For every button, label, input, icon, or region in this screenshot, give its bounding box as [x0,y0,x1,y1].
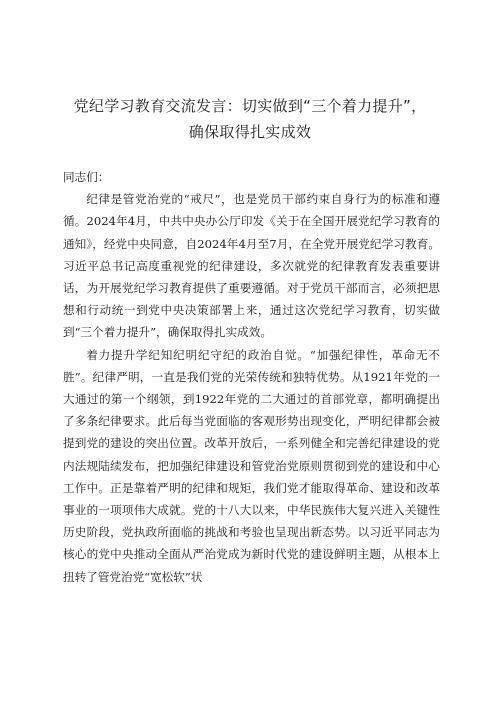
salutation: 同志们： [63,170,110,184]
document-body [63,166,440,588]
title-line-2: 确保取得扎实成效 [188,123,312,141]
document-title [40,93,460,145]
title-line-1: 党纪学习教育交流发言：切实做到“三个着力提升”， [73,97,427,115]
paragraph-political-awareness: 着力提升学纪知纪明纪守纪的政治自觉。“加强纪律性，革命无不胜”。纪律严明，一直是我们党的光荣传统和独特优势。从1921年党的一大通过的第一个纲领，到1922年党的二大通过的首部党章，都明确提出了多条纪律要求。此后每当党面临的客观形势出现变化，严明纪律都会被提到党的建设的突出位置。改革开放后，一系列健全和完善纪律建设的党内法规陆续发布，把加强纪律建设和管党治党原则贯彻到党的建设和中心工作中。正是靠着严明的纪律和规矩，我们党才能取得革命、建设和改革事业的一项项伟大成就。党的十八大以来，中华民族伟大复兴进入关键性历史阶段，党执政所面临的挑战和考验也呈现出新态势。以习近平同志为核心的党中央推动全面从严治党成为新时代党的建设鲜明主题，从根本上扭转了管党治党“宽松软”状 [63,347,440,584]
paragraph-intro: 纪律是管党治党的“戒尺”，也是党员干部约束自身行为的标准和遵循。2024年4月，中共中央办公厅印发《关于在全国开展党纪学习教育的通知》，经党中央同意，自2024年4月至7月，在全党开展党纪学习教育。习近平总书记高度重视党的纪律建设，多次就党的纪律教育发表重要讲话，为开展党纪学习教育提供了重要遵循。对于党员干部而言，必须把思想和行动统一到党中央决策部署上来，通过这次党纪学习教育，切实做到“三个着力提升”，确保取得扎实成效。 [63,192,440,340]
